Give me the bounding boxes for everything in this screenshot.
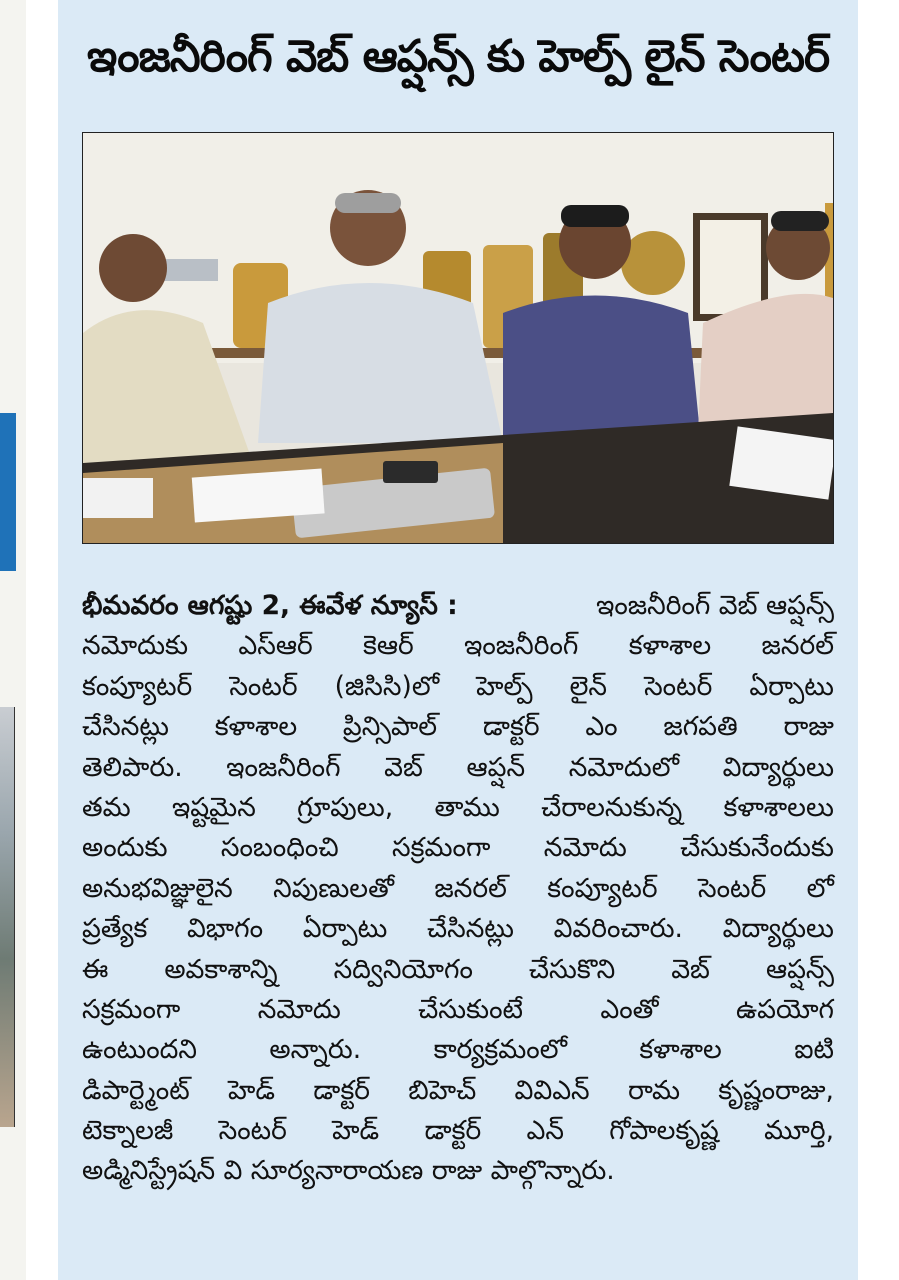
body-word: డాక్టర్ xyxy=(482,711,540,743)
body-word: చేసినట్లు xyxy=(426,913,514,945)
body-line xyxy=(82,1071,834,1111)
body-word: ఇంజనీరింగ్ xyxy=(226,751,341,783)
body-word: నమోదులో xyxy=(568,751,679,783)
body-word: విద్యార్థులు xyxy=(722,751,834,783)
body-word: సెంటర్ xyxy=(229,670,298,702)
body-word: ఎన్ xyxy=(526,1115,564,1147)
body-word: వివిఎన్ xyxy=(514,1074,590,1106)
body-line: అడ్మినిస్ట్రేషన్ వి సూర్యనారాయణ రాజు పాల్గొన్నారు. xyxy=(82,1155,615,1187)
body-line xyxy=(82,869,834,909)
body-word: హెడ్ xyxy=(332,1115,380,1147)
body-word: అందుకు xyxy=(82,832,168,864)
body-word: సెంటర్ xyxy=(644,670,713,702)
body-word: చేసుకొని xyxy=(528,953,616,985)
body-line xyxy=(82,1111,834,1151)
body-word: ఎం xyxy=(585,711,618,743)
body-word: తెలిపారు. xyxy=(82,751,183,783)
body-line xyxy=(82,909,834,949)
body-word: ఇంజనీరింగ్ xyxy=(464,630,579,662)
body-line xyxy=(82,707,834,747)
body-word: హెల్ప్ xyxy=(476,670,533,702)
body-word: కళాశాలలు xyxy=(723,791,834,823)
body-word: సక్రమంగా xyxy=(392,832,491,864)
body-word: కృష్ణంరాజు, xyxy=(718,1074,834,1106)
body-word: ఏర్పాటు xyxy=(749,670,834,702)
body-word: కెఆర్ xyxy=(363,630,414,662)
body-word: లైన్ xyxy=(569,670,608,702)
body-word: విభాగం xyxy=(186,913,264,945)
body-word: విద్యార్థులు xyxy=(722,913,834,945)
body-word: (జిసిసి)లో xyxy=(334,670,440,702)
body-word: సెంటర్ xyxy=(698,872,767,904)
body-word: లో xyxy=(806,872,834,904)
body-word: ఉంటుందని xyxy=(82,1034,197,1066)
body-word: అవకాశాన్ని xyxy=(164,953,278,985)
body-word: వెబ్ xyxy=(671,953,710,985)
body-word: కళాశాల xyxy=(628,630,712,662)
body-word: రాజు xyxy=(783,711,834,743)
body-word: నిపుణులతో xyxy=(273,872,394,904)
body-word: రామ xyxy=(627,1074,680,1106)
body-line xyxy=(82,586,834,626)
body-word: బిహెచ్ xyxy=(408,1074,477,1106)
body-word: ఎంతో xyxy=(600,993,659,1025)
body-line xyxy=(82,788,834,828)
body-word: ఈ xyxy=(82,953,109,985)
body-word: డిపార్ట్మెంట్ xyxy=(82,1074,190,1106)
body-line xyxy=(82,828,834,868)
body-word: వెబ్ xyxy=(384,751,423,783)
body-word: ఆప్షన్స్ xyxy=(765,953,834,985)
news-article xyxy=(58,0,858,1280)
body-word: ఎస్ఆర్ xyxy=(238,630,313,662)
body-word: కళాశాల xyxy=(214,711,298,743)
body-word: గ్రూపులు, xyxy=(297,791,394,823)
body-word: కంప్యూటర్ xyxy=(547,872,658,904)
body-word: ప్రత్యేక xyxy=(82,913,148,945)
body-word: కళాశాల xyxy=(639,1034,722,1066)
body-line-text: ఇంజనీరింగ్ వెబ్ ఆప్షన్స్ xyxy=(596,590,834,621)
body-line xyxy=(82,748,834,788)
body-word: చేసినట్లు xyxy=(82,711,169,743)
body-word: ప్రిన్సిపాల్ xyxy=(342,711,438,743)
body-word: చేరాలనుకున్న xyxy=(541,791,683,823)
body-word: చేసుకునేందుకు xyxy=(680,832,834,864)
body-line xyxy=(82,950,834,990)
adjacent-blue-banner xyxy=(0,413,16,571)
body-word: గోపాలకృష్ణ xyxy=(609,1115,719,1147)
body-line xyxy=(82,626,834,666)
body-word: జనరల్ xyxy=(434,872,507,904)
body-word: సద్వినియోగం xyxy=(333,953,473,985)
body-word: టెక్నాలజీ xyxy=(82,1115,174,1147)
body-line xyxy=(82,1030,834,1070)
body-word: మూర్తి, xyxy=(764,1115,834,1147)
body-word: ఇష్టమైన xyxy=(172,791,256,823)
body-word: నమోదు xyxy=(257,993,341,1025)
body-word: చేసుకుంటే xyxy=(418,993,523,1025)
body-word: సెంటర్ xyxy=(218,1115,287,1147)
body-word: వివరించారు. xyxy=(553,913,683,945)
headline: ఇంజనీరింగ్ వెబ్ ఆప్షన్స్ కు హెల్ప్ లైన్ సెంటర్ xyxy=(86,31,830,82)
body-word: జగపతి xyxy=(663,711,738,743)
body-word: హెడ్ xyxy=(227,1074,275,1106)
body-word: కంప్యూటర్ xyxy=(82,670,193,702)
body-word: ఐటి xyxy=(794,1034,834,1066)
adjacent-photo-edge xyxy=(0,707,15,1127)
body-word: సక్రమంగా xyxy=(82,993,181,1025)
body-word: తమ xyxy=(82,791,131,823)
body-word: కార్యక్రమంలో xyxy=(433,1034,567,1066)
group-photo-icon xyxy=(83,133,833,543)
body-word: డాక్టర్ xyxy=(313,1074,370,1106)
body-word: నమోదుకు xyxy=(82,630,189,662)
body-word: జనరల్ xyxy=(761,630,834,662)
article-body xyxy=(82,586,834,1192)
body-word: ఆప్షన్ xyxy=(466,751,526,783)
adjacent-clipping-edge xyxy=(0,0,26,1280)
article-photo xyxy=(82,132,834,544)
body-word: ఉపయోగ xyxy=(735,993,834,1025)
body-word: సంబంధించి xyxy=(220,832,339,864)
dateline: భీమవరం ఆగష్టు 2, ఈవేళ న్యూస్ : xyxy=(82,590,458,621)
body-line xyxy=(82,990,834,1030)
body-word: తాము xyxy=(434,791,500,823)
body-word: ఏర్పాటు xyxy=(302,913,388,945)
body-word: డాక్టర్ xyxy=(424,1115,482,1147)
body-word: నమోదు xyxy=(543,832,627,864)
body-word: అన్నారు. xyxy=(269,1034,362,1066)
body-word: అనుభవిజ్ఞులైన xyxy=(82,872,233,904)
body-line xyxy=(82,667,834,707)
